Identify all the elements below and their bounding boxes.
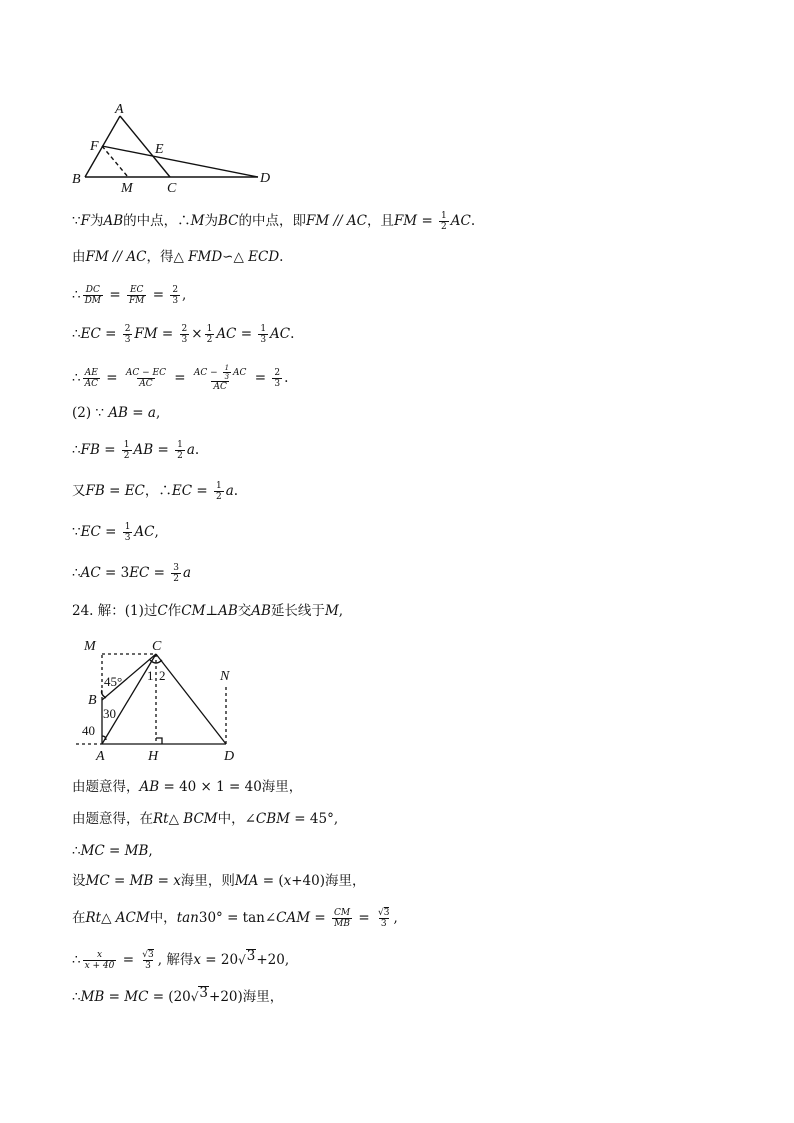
- square-root: √ 3: [238, 948, 256, 967]
- text-line-1: ∵ F 为 AB 的中点，∴ M 为 BC 的中点，即 FM // AC ，且 FM = $\frac{1}{2}$ AC .: [72, 210, 476, 232]
- square-root: √ 3: [190, 985, 209, 1004]
- label-b: B: [72, 172, 81, 187]
- label-f: F: [90, 139, 99, 154]
- label-n: N: [220, 669, 230, 684]
- angle-label-2: 2: [159, 668, 166, 683]
- text-line-14: ∴ MC = MB ,: [72, 843, 153, 859]
- text-line-11: 24. 解：(1)过 C 作 CM ⊥ AB 交 AB 延长线于 M ,: [72, 603, 344, 619]
- text-line-13: 由题意得，在 Rt △ BCM 中，∠ CBM = 45°,: [72, 811, 339, 827]
- segment-fd: [102, 146, 258, 177]
- label-b: B: [88, 693, 97, 708]
- text-line-17: ∴ $\frac{x}{x + 40}$ = $\frac{√3}{3}$ , 解得 x = 20 √ 3 +20,: [72, 945, 289, 975]
- label-a: A: [115, 102, 124, 117]
- text-line-10: ∴ AC = 3 EC = $\frac{3}{2}$ a: [72, 562, 192, 584]
- text-line-7: ∴ FB = $\frac{1}{2}$ AB = $\frac{1}{2}$ a .: [72, 439, 200, 461]
- label-m: M: [84, 639, 96, 654]
- right-angle-h: [156, 738, 162, 744]
- text-line-6: (2) ∵ AB = a ,: [72, 405, 161, 421]
- text-line-9: ∵ EC = $\frac{1}{3}$ AC ,: [72, 521, 159, 543]
- label-c: C: [167, 181, 177, 196]
- text-line-2: 由 FM // AC ，得△ FMD ∽△ ECD .: [72, 249, 284, 265]
- angle-label-45: 45°: [104, 674, 123, 689]
- text-line-15: 设 MC = MB = x 海里，则 MA = ( x +40)海里，: [72, 873, 366, 889]
- label-d: D: [260, 171, 271, 186]
- label-m: M: [121, 181, 133, 196]
- angle-label-30: 30: [103, 706, 116, 721]
- text-line-3: ∴ $\frac{DC}{DM}$ = $\frac{EC}{FM}$ = $\frac{2}{3}$ ,: [72, 284, 187, 306]
- text-line-16: 在 Rt △ ACM 中， tan 30° = tan∠ CAM = $\frac{CM}{MB}$ = $\frac{√3}{3}$ ,: [72, 907, 398, 929]
- angle-label-1: 1: [147, 668, 154, 683]
- label-c: C: [152, 639, 162, 654]
- geometry-figure-triangle-abcd: [70, 100, 290, 200]
- label-a: A: [96, 749, 105, 764]
- text-line-12: 由题意得， AB = 40 × 1 = 40海里，: [72, 779, 303, 795]
- text-line-5: ∴ $\frac{AE}{AC}$ = $\frac{AC - EC}{AC}$ = AC − $\frac{1}{3}$ AC AC = $\frac{2}{3}$ .: [72, 364, 289, 392]
- label-h: H: [148, 749, 159, 764]
- fraction: $\frac{1}{2}$: [441, 210, 447, 232]
- geometry-figure-bearing: [72, 632, 252, 767]
- angle-label-40: 40: [82, 723, 95, 738]
- text-line-4: ∴ EC = $\frac{2}{3}$ FM = $\frac{2}{3}$ × $\frac{1}{2}$ AC = $\frac{1}{3}$ AC .: [72, 323, 295, 345]
- segment-cd: [156, 654, 226, 744]
- label-d: D: [224, 749, 235, 764]
- text-line-8: 又 FB = EC ，∴ EC = $\frac{1}{2}$ a .: [72, 480, 239, 502]
- label-e: E: [155, 142, 164, 157]
- angle-arc-b: [102, 690, 107, 698]
- text-line-18: ∴ MB = MC = (20 √ 3 +20)海里，: [72, 984, 283, 1010]
